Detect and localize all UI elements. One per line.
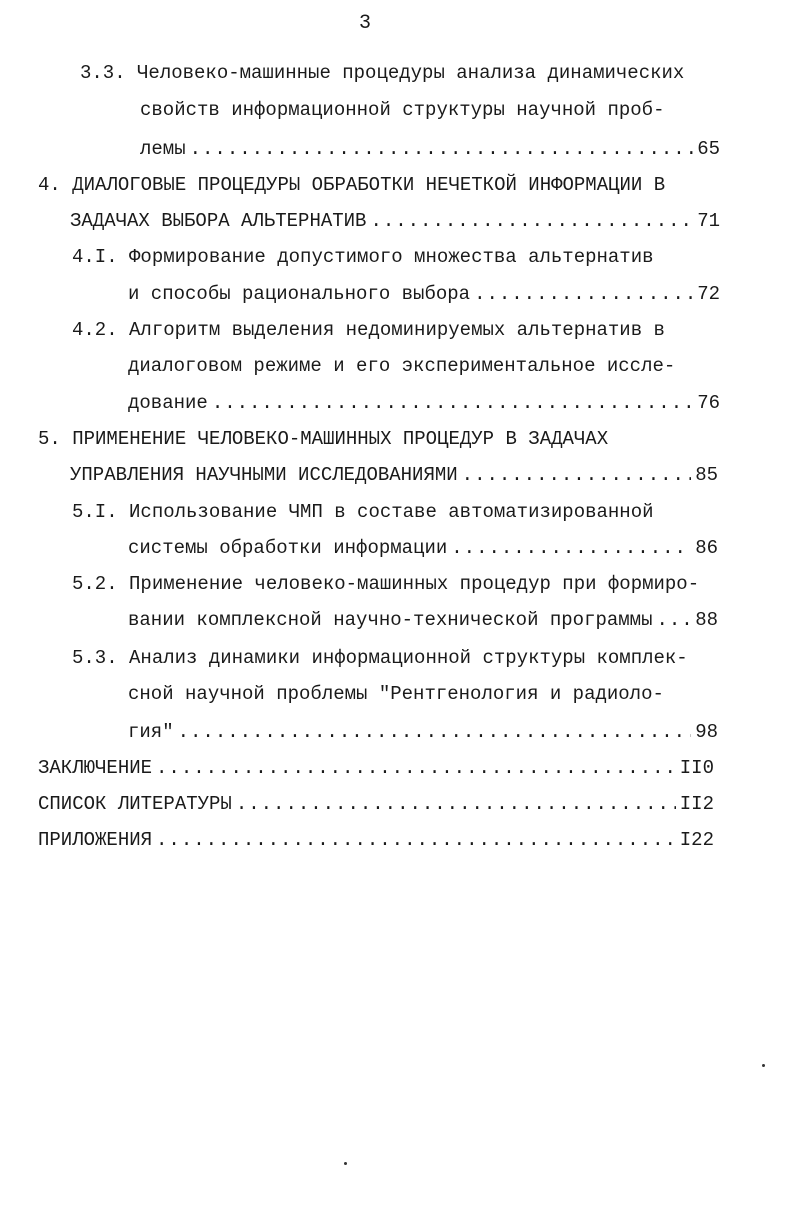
toc-text: Алгоритм выделения недоминируемых альтернатив в	[129, 319, 665, 341]
toc-entry-4-2-line2: диалоговом режиме и его экспериментальное иссле-	[128, 355, 676, 377]
toc-text: ПРИЛОЖЕНИЯ	[38, 829, 153, 851]
scan-speck	[762, 1064, 765, 1067]
dot-leader	[657, 605, 692, 635]
toc-text: УПРАВЛЕНИЯ НАУЧНЫМИ ИССЛЕДОВАНИЯМИ	[70, 464, 458, 486]
dot-leader	[474, 279, 693, 309]
toc-page: 72	[697, 283, 720, 305]
toc-text: ЗАКЛЮЧЕНИЕ	[38, 757, 153, 779]
toc-conclusion	[38, 753, 714, 783]
page-number: 3	[358, 12, 371, 35]
toc-entry-3-3-line2: свойств информационной структуры научной проб-	[140, 99, 665, 121]
toc-page: II2	[679, 793, 714, 815]
dot-leader	[212, 388, 693, 418]
toc-entry-4-1-line1	[72, 242, 654, 272]
dot-leader	[462, 460, 692, 490]
toc-page: 71	[697, 210, 720, 232]
toc-text: ЗАДАЧАХ ВЫБОРА АЛЬТЕРНАТИВ	[70, 210, 367, 232]
toc-entry-5-3-leader	[128, 717, 718, 747]
toc-page: II0	[679, 757, 714, 779]
toc-text: лемы	[140, 138, 186, 160]
toc-page: 65	[697, 138, 720, 160]
toc-text: и способы рационального выбора	[128, 283, 471, 305]
toc-text: СПИСОК ЛИТЕРАТУРЫ	[38, 793, 232, 815]
toc-text: Анализ динамики информационной структуры комплек-	[129, 647, 688, 669]
toc-text: системы обработки информации	[128, 537, 448, 559]
toc-text: вании комплексной научно-технической программы	[128, 609, 653, 631]
toc-number: 4.	[38, 174, 61, 196]
toc-entry-5-2-leader	[128, 605, 718, 635]
toc-entry-4-2-leader	[128, 388, 720, 418]
toc-appendices	[38, 825, 714, 855]
toc-number: 5.I.	[72, 501, 118, 523]
toc-references	[38, 789, 714, 819]
toc-number: 5.	[38, 428, 61, 450]
toc-chapter-4-leader	[70, 206, 720, 236]
toc-text: Формирование допустимого множества альтернатив	[129, 246, 654, 268]
toc-page: 86	[695, 537, 718, 559]
toc-number: 3.3.	[80, 62, 126, 84]
toc-text: Использование ЧМП в составе автоматизированной	[129, 501, 654, 523]
toc-entry-4-1-leader	[128, 279, 720, 309]
toc-text: дование	[128, 392, 208, 414]
toc-entry-5-3-line1	[72, 643, 688, 673]
toc-chapter-5-leader	[70, 460, 718, 490]
toc-number: 5.2.	[72, 573, 118, 595]
toc-number: 4.2.	[72, 319, 118, 341]
toc-page: I22	[679, 829, 714, 851]
dot-leader	[156, 825, 676, 855]
toc-page: 88	[695, 609, 718, 631]
toc-entry-3-3-leader	[140, 134, 720, 164]
toc-text: ПРИМЕНЕНИЕ ЧЕЛОВЕКО-МАШИННЫХ ПРОЦЕДУР В ЗАДАЧАХ	[72, 428, 609, 450]
toc-entry-5-2-line1	[72, 569, 699, 599]
toc-entry-4-2-line1	[72, 315, 665, 345]
dot-leader	[190, 134, 694, 164]
toc-entry-5-1-line1	[72, 497, 654, 527]
toc-page: 98	[695, 721, 718, 743]
dot-leader	[178, 717, 692, 747]
toc-entry-3-3-line1	[80, 58, 684, 88]
toc-page: 76	[697, 392, 720, 414]
dot-leader	[156, 753, 676, 783]
toc-entry-5-3-line2: сной научной проблемы "Рентгенология и радиоло-	[128, 683, 664, 705]
toc-text: гия"	[128, 721, 174, 743]
toc-text: Применение человеко-машинных процедур при формиро-	[129, 573, 700, 595]
toc-number: 5.3.	[72, 647, 118, 669]
dot-leader	[370, 206, 693, 236]
toc-chapter-5-line1	[38, 424, 608, 454]
toc-text: ДИАЛОГОВЫЕ ПРОЦЕДУРЫ ОБРАБОТКИ НЕЧЕТКОЙ ИНФОРМАЦИИ В	[72, 174, 666, 196]
toc-text: Человеко-машинные процедуры анализа динамических	[137, 62, 685, 84]
dot-leader	[451, 533, 691, 563]
scan-speck	[344, 1162, 347, 1165]
dot-leader	[236, 789, 676, 819]
toc-number: 4.I.	[72, 246, 118, 268]
toc-page: 85	[695, 464, 718, 486]
toc-entry-5-1-leader	[128, 533, 718, 563]
toc-chapter-4-line1	[38, 170, 665, 200]
